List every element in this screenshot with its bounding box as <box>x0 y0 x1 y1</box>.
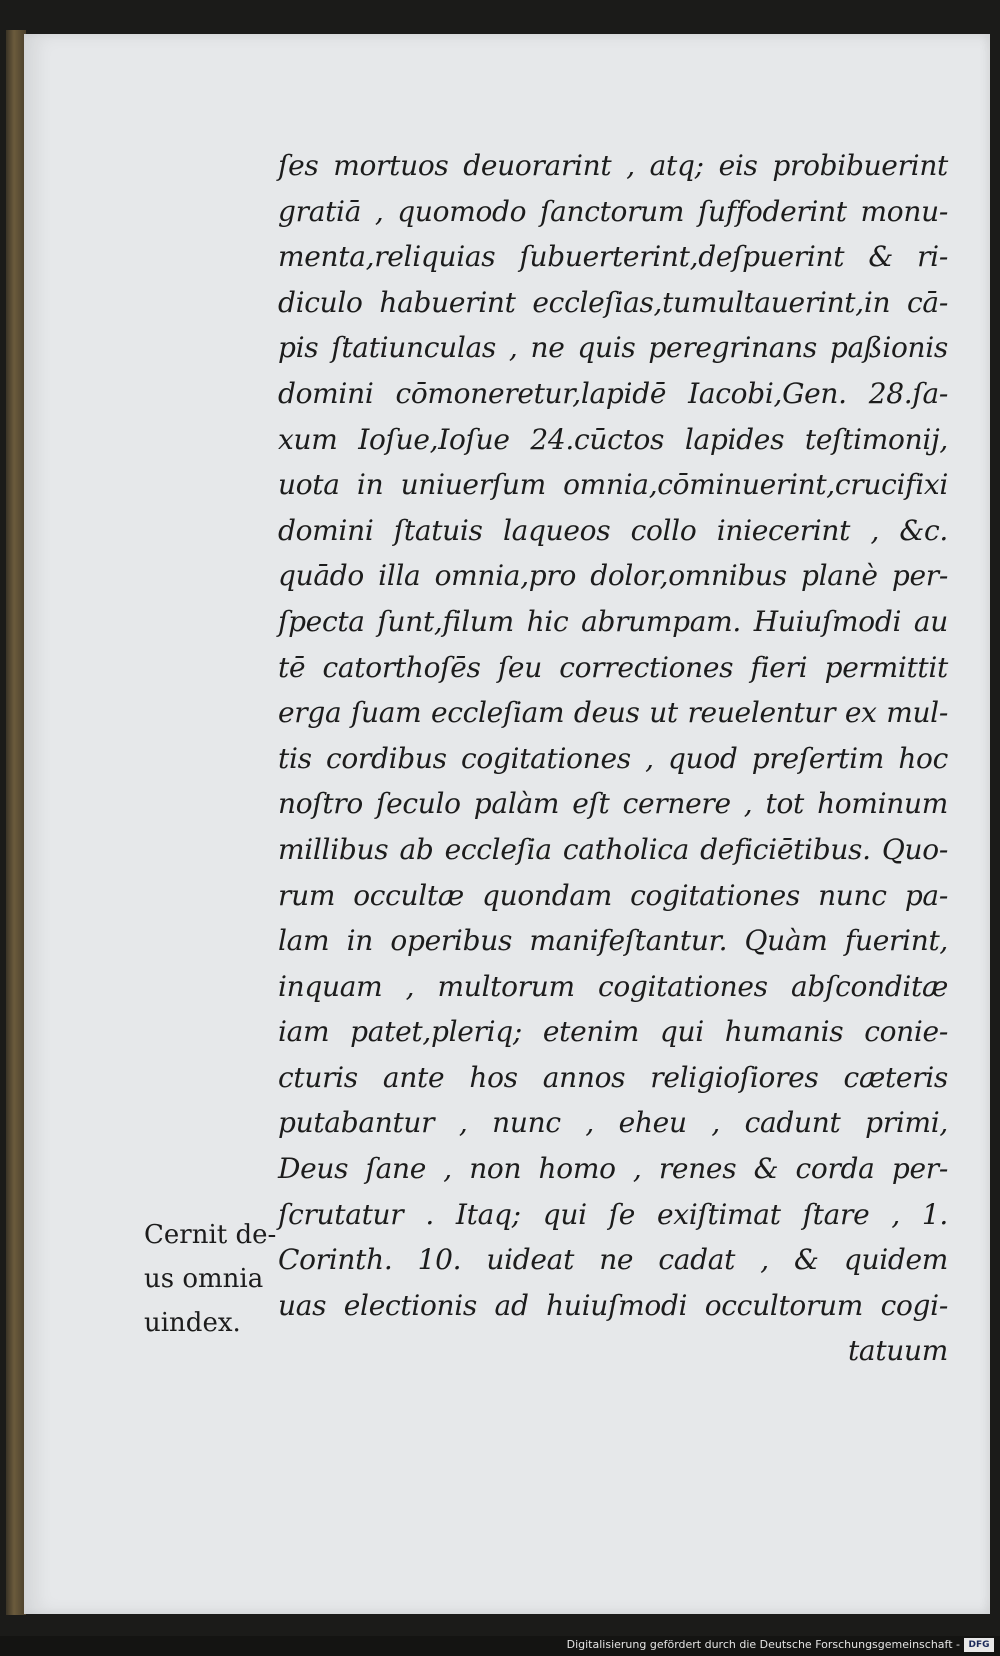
text-line: erga ſuam eccleſiam deus ut reuelentur ex mul- <box>278 696 948 730</box>
marginal-note-line: us omnia <box>144 1264 264 1294</box>
marginal-note <box>144 1213 284 1345</box>
text-line: millibus ab eccleſia catholica deficiētibus. Quo- <box>278 832 948 866</box>
text-line: diculo habuerint eccleſias,tumultauerint,in cā- <box>278 285 948 319</box>
text-line: xum Ioſue,Ioſue 24.cūctos lapides teſtimonij, <box>278 422 948 456</box>
marginal-note-line: uindex. <box>144 1308 241 1338</box>
text-line: tē catorthoſēs ſeu correctiones fieri permittit <box>278 650 948 684</box>
text-line: rum occultæ quondam cogitationes nunc pa- <box>278 878 948 912</box>
text-line: tatuum <box>847 1334 948 1368</box>
text-line: domini ſtatuis laqueos collo iniecerint , &c. <box>278 513 948 547</box>
text-line: lam in operibus manifeſtantur. Quàm fuerint, <box>278 924 948 958</box>
footer-credit: Digitalisierung gefördert durch die Deutsche Forschungsgemeinschaft - <box>566 1638 960 1651</box>
text-line: uas electionis ad huiuſmodi occultorum cogi- <box>278 1288 948 1322</box>
text-line: Corinth. 10. uideat ne cadat , & quidem <box>278 1243 948 1277</box>
text-line: ſes mortuos deuorarint , atq; eis probibuerint <box>278 149 948 182</box>
text-line: ſcrutatur . Itaq; qui ſe exiſtimat ſtare , 1. <box>278 1197 948 1231</box>
book-spine-edge <box>6 30 26 1615</box>
dfg-logo: DFG <box>964 1638 994 1652</box>
text-line: tis cordibus cogitationes , quod preſertim hoc <box>278 741 948 775</box>
text-line: uota in uniuerſum omnia,cōminuerint,crucifixi <box>278 468 948 502</box>
text-line: noſtro ſeculo palàm eſt cernere , tot hominum <box>278 787 948 821</box>
text-line: putabantur , nunc , eheu , cadunt primi, <box>278 1106 948 1140</box>
text-line: quādo illa omnia,pro dolor,omnibus planè per- <box>278 559 948 593</box>
marginal-note-line: Cernit de- <box>144 1220 277 1250</box>
text-line: iam patet,pleriq; etenim qui humanis conie- <box>278 1015 948 1049</box>
main-text-block <box>278 143 948 1374</box>
text-line: domini cōmoneretur,lapidē Iacobi,Gen. 28.ſa- <box>278 376 948 410</box>
text-line: inquam , multorum cogitationes abſconditæ <box>278 969 948 1003</box>
text-line: ſpecta ſunt,filum hic abrumpam. Huiuſmodi au <box>278 604 948 638</box>
text-line: gratiā , quomodo ſanctorum ſuffoderint monu- <box>278 194 948 228</box>
text-line: cturis ante hos annos religioſiores cæteris <box>278 1060 948 1094</box>
text-line: menta,reliquias ſubuerterint,deſpuerint & ri- <box>278 240 948 274</box>
text-line: Deus ſane , non homo , renes & corda per- <box>278 1152 948 1186</box>
text-line: pis ſtatiunculas , ne quis peregrinans paßionis <box>278 331 948 365</box>
